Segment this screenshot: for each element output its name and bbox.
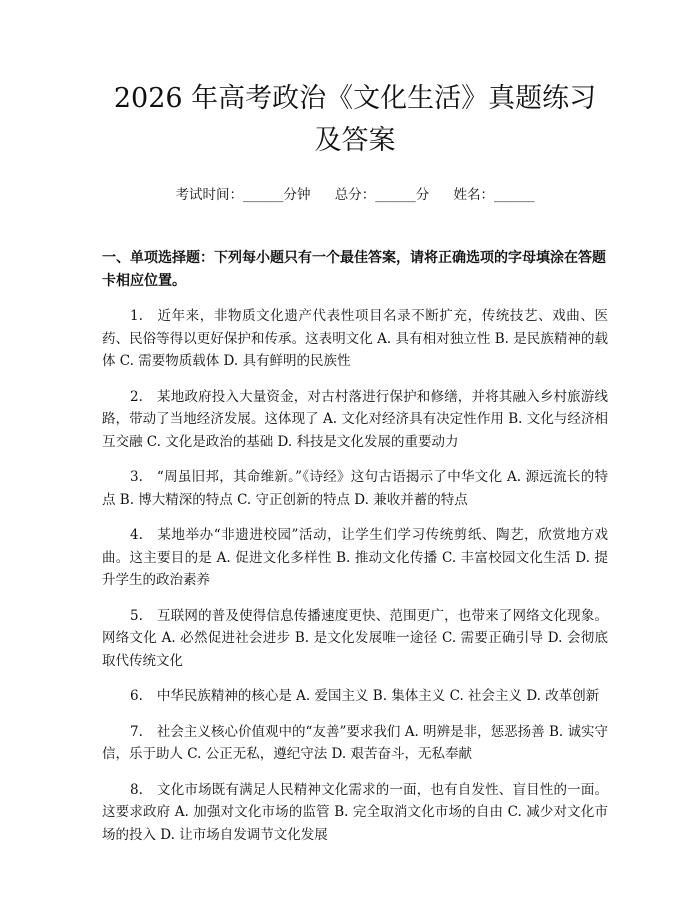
question-number: 6. — [130, 688, 143, 704]
question-item — [102, 305, 608, 373]
exam-meta — [102, 185, 608, 205]
question-text: 中华民族精神的核心是 A. 爱国主义 B. 集体主义 C. 社会主义 D. 改革创新 — [156, 688, 600, 704]
question-item — [102, 386, 608, 454]
question-number: 5. — [130, 607, 143, 624]
question-item — [102, 466, 608, 511]
question-list — [102, 305, 608, 846]
question-text: 某地政府投入大量资金，对古村落进行保护和修缮，并将其融入乡村旅游线路，带动了当地经济发展。这体现了 A. 文化对经济具有决定性作用 B. 文化与经济相互交融 C. 文化是政治的基础 D. 科技是文化发展的重要动力 — [102, 388, 608, 450]
question-text: “周虽旧邦，其命维新。”《诗经》这句古语揭示了中华文化 A. 源远流长的特点 B. 博大精深的特点 C. 守正创新的特点 D. 兼收并蓄的特点 — [102, 469, 608, 508]
question-number: 1. — [130, 308, 143, 324]
question-item — [102, 779, 608, 847]
question-number: 4. — [130, 527, 143, 543]
page-title: 2026 年高考政治《文化生活》真题练习及答案 — [113, 83, 597, 156]
question-item — [102, 685, 608, 708]
total-score-field: 总分：______分 — [334, 187, 430, 203]
question-item — [102, 721, 608, 766]
question-number: 8. — [130, 781, 143, 798]
question-text: 文化市场既有满足人民精神文化需求的一面，也有自发性、盲目性的一面。这要求政府 A. 加强对文化市场的监管 B. 完全取消文化市场的自由 C. 减少对文化市场的投入 D. 让市场自发调节文化发展 — [102, 781, 608, 843]
student-name-field: 姓名：______ — [453, 187, 535, 203]
question-text: 某地举办“非遗进校园”活动，让学生们学习传统剪纸、陶艺，欣赏地方戏曲。这主要目的是 A. 促进文化多样性 B. 推动文化传播 C. 丰富校园文化生活 D. 提升学生的政治素养 — [102, 527, 608, 588]
exam-time-field: 考试时间：______分钟 — [175, 187, 311, 203]
question-number: 3. — [130, 469, 143, 485]
question-item — [102, 605, 608, 673]
question-text: 互联网的普及使得信息传播速度更快、范围更广，也带来了网络文化现象。网络文化 A. 必然促进社会进步 B. 是文化发展唯一途径 C. 需要正确引导 D. 会彻底取代传统文化 — [102, 607, 608, 669]
question-text: 社会主义核心价值观中的“友善”要求我们 A. 明辨是非，惩恶扬善 B. 诚实守信，乐于助人 C. 公正无私，遵纪守法 D. 艰苦奋斗，无私奉献 — [102, 723, 608, 762]
question-number: 7. — [130, 723, 143, 740]
question-item — [102, 524, 608, 592]
section-heading: 一、单项选择题：下列每小题只有一个最佳答案，请将正确选项的字母填涂在答题卡相应位置。 — [102, 250, 606, 289]
question-number: 2. — [130, 388, 143, 405]
question-text: 近年来，非物质文化遗产代表性项目名录不断扩充，传统技艺、戏曲、医药、民俗等得以更好保护和传承。这表明文化 A. 具有相对独立性 B. 是民族精神的载体 C. 需要物质载体 D. 具有鲜明的民族性 — [102, 308, 608, 369]
